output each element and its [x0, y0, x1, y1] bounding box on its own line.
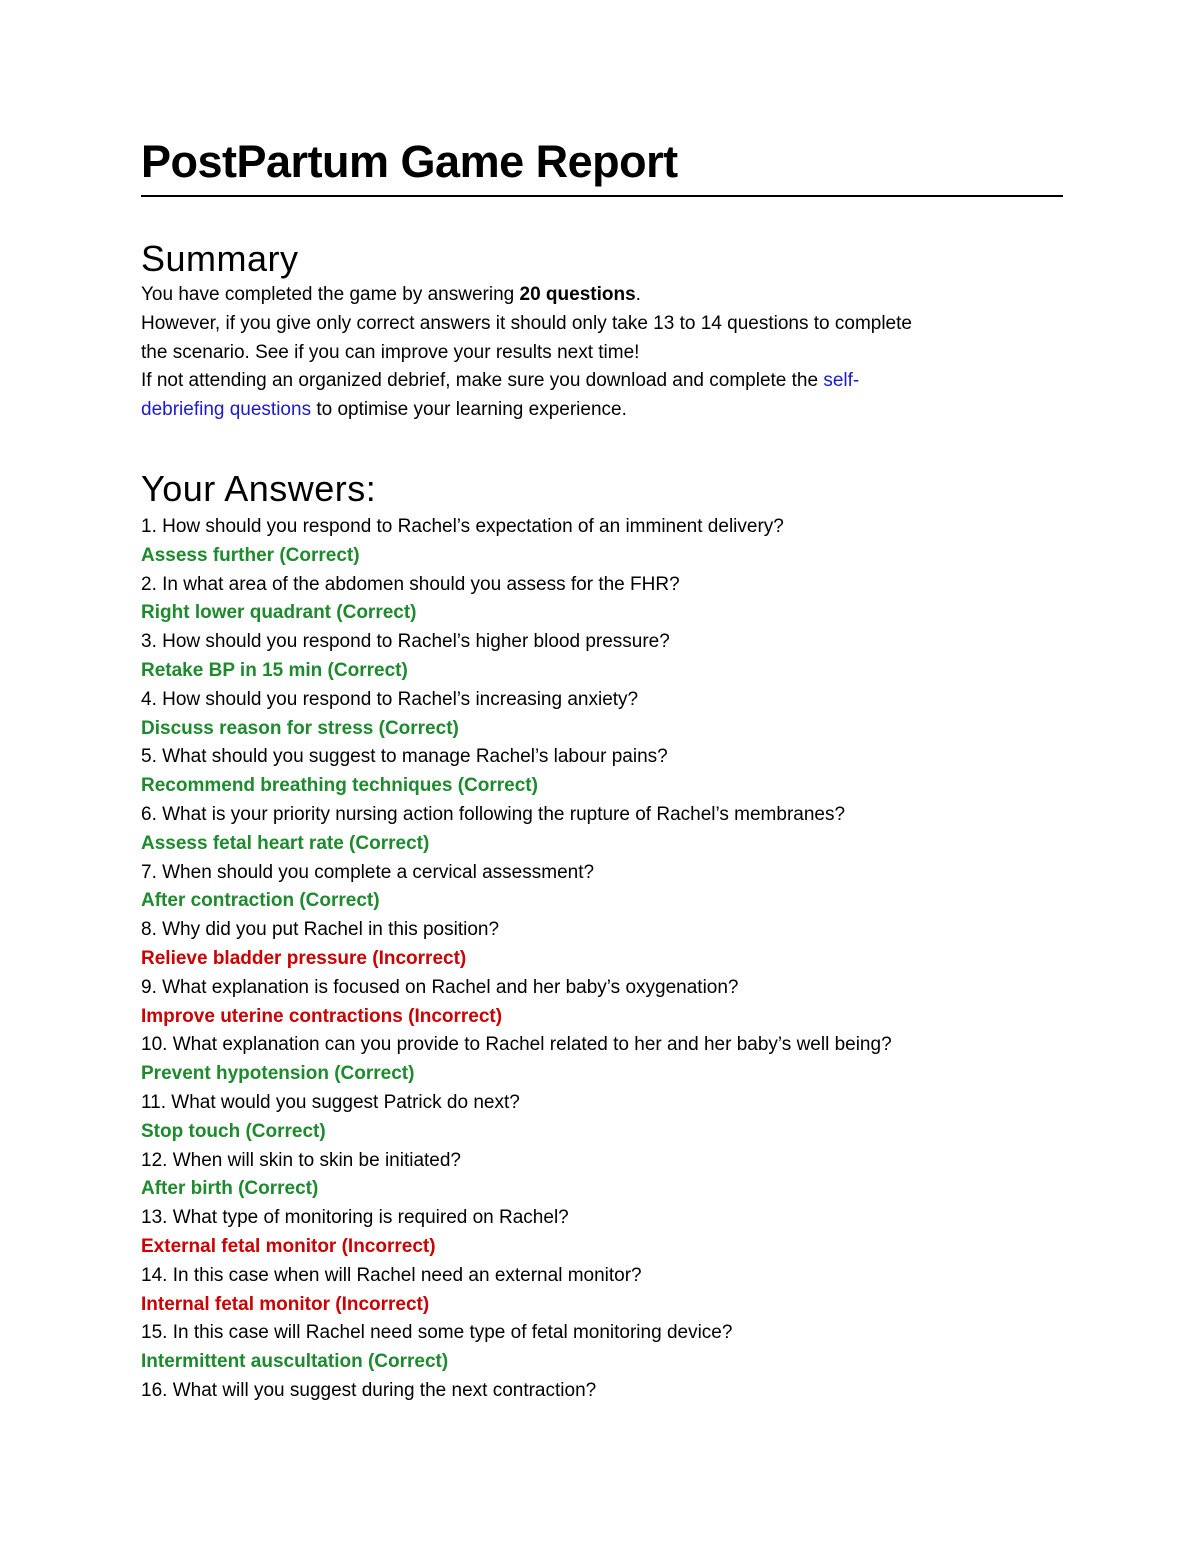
question-count: 20 questions — [519, 284, 636, 305]
question-item: 12. When will skin to skin be initiated? — [141, 1149, 461, 1171]
question-item: 8. Why did you put Rachel in this position? — [141, 919, 500, 941]
answer-incorrect: Relieve bladder pressure (Incorrect) — [141, 947, 467, 969]
summary-line-1-prefix: You have completed the game by answering — [141, 284, 520, 305]
summary-line-5-suffix: to optimise your learning experience. — [311, 399, 627, 421]
answers-list — [141, 513, 1063, 1406]
question-item: 5. What should you suggest to manage Rachel’s labour pains? — [141, 746, 668, 768]
question-item: 14. In this case when will Rachel need an external monitor? — [141, 1264, 642, 1286]
answer-correct: After contraction (Correct) — [141, 890, 380, 912]
question-item: 10. What explanation can you provide to Rachel related to her and her baby’s well being? — [141, 1034, 892, 1056]
question-item: 13. What type of monitoring is required on Rachel? — [141, 1207, 569, 1229]
self-debriefing-link-continued[interactable]: debriefing questions — [141, 399, 312, 421]
answers-heading: Your Answers: — [141, 467, 377, 509]
answer-correct: Stop touch (Correct) — [141, 1120, 326, 1142]
report-page — [141, 135, 1063, 1406]
page-title: PostPartum Game Report — [141, 135, 1063, 197]
summary-line-2: However, if you give only correct answers it should only take 13 to 14 questions to complete — [141, 312, 912, 334]
summary-text — [141, 281, 1063, 425]
summary-line-5 — [141, 396, 1063, 425]
answer-correct: Discuss reason for stress (Correct) — [141, 717, 459, 739]
question-item: 1. How should you respond to Rachel’s expectation of an imminent delivery? — [141, 515, 784, 537]
answer-incorrect: External fetal monitor (Incorrect) — [141, 1235, 436, 1257]
question-item: 9. What explanation is focused on Rachel and her baby’s oxygenation? — [141, 976, 739, 998]
answer-correct: After birth (Correct) — [141, 1178, 319, 1200]
answer-correct: Assess further (Correct) — [141, 544, 360, 566]
answer-incorrect: Internal fetal monitor (Incorrect) — [141, 1293, 430, 1315]
summary-heading: Summary — [141, 238, 299, 279]
answer-correct: Retake BP in 15 min (Correct) — [141, 659, 408, 681]
answer-correct: Assess fetal heart rate (Correct) — [141, 832, 430, 854]
answer-correct: Prevent hypotension (Correct) — [141, 1063, 415, 1085]
question-item: 16. What will you suggest during the next contraction? — [141, 1379, 597, 1401]
summary-line-1 — [141, 281, 1063, 310]
answer-correct: Recommend breathing techniques (Correct) — [141, 775, 538, 797]
answer-correct: Intermittent auscultation (Correct) — [141, 1351, 449, 1373]
self-debriefing-link[interactable]: self- — [823, 370, 860, 392]
summary-line-3: the scenario. See if you can improve your results next time! — [141, 341, 640, 363]
question-item: 6. What is your priority nursing action following the rupture of Rachel’s membranes? — [141, 803, 846, 825]
summary-line-4 — [141, 367, 1063, 396]
answer-incorrect: Improve uterine contractions (Incorrect) — [141, 1005, 503, 1027]
question-item: 2. In what area of the abdomen should you assess for the FHR? — [141, 573, 680, 595]
question-item: 4. How should you respond to Rachel’s increasing anxiety? — [141, 688, 639, 710]
answer-correct: Right lower quadrant (Correct) — [141, 602, 417, 624]
summary-line-1-suffix: . — [635, 284, 641, 305]
summary-line-4-prefix: If not attending an organized debrief, make sure you download and complete the — [141, 370, 824, 392]
question-item: 11. What would you suggest Patrick do next? — [141, 1091, 520, 1113]
question-item: 3. How should you respond to Rachel’s higher blood pressure? — [141, 631, 670, 653]
question-item: 7. When should you complete a cervical assessment? — [141, 861, 595, 883]
question-item: 15. In this case will Rachel need some type of fetal monitoring device? — [141, 1322, 733, 1344]
